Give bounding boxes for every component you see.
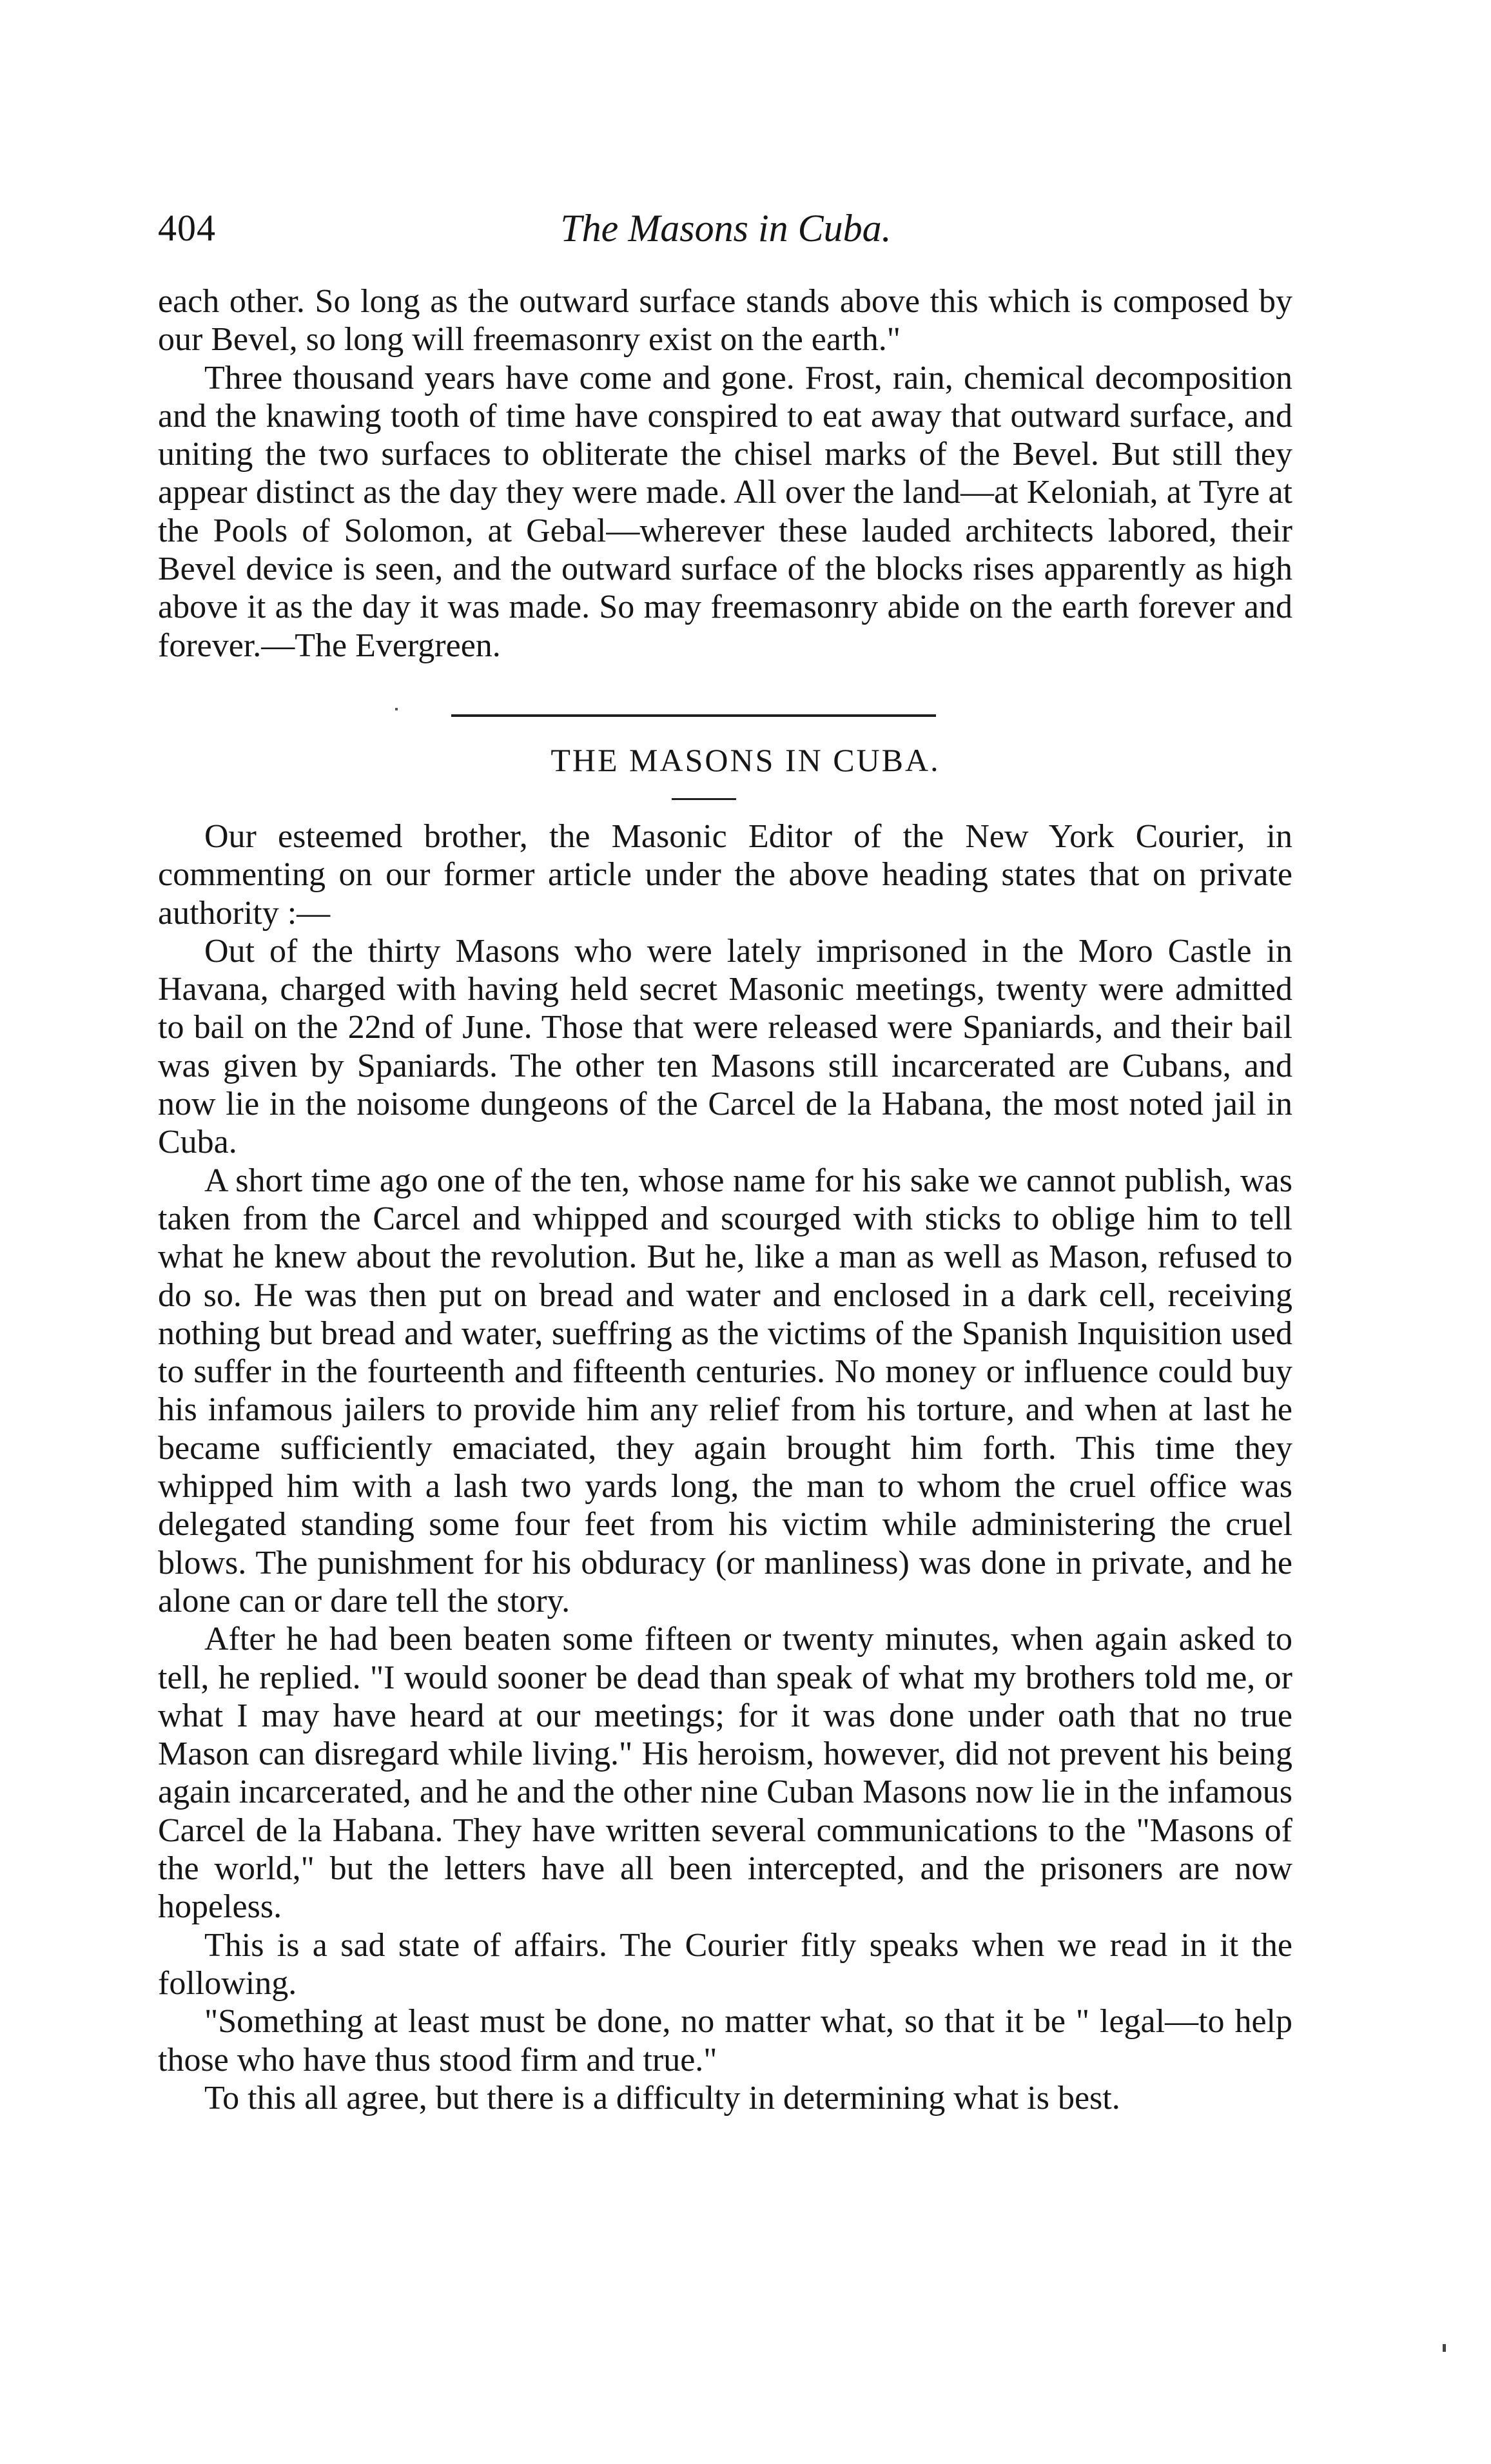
- article-paragraph: After he had been beaten some fifteen or twenty minutes, when again asked to tell, he replied. "I would sooner be dead than speak of what my brothers told me, or what I may have heard at our meetings; for it was done under oath that no true Mason can disregard while living." His heroism, however, did not prevent his being again incarcerated, and he and the other nine Cuban Masons now lie in the infamous Carcel de la Habana. They have written several communications to the "Masons of the world," but the letters have all been intercepted, and the prisoners are now hopeless.: [158, 1621, 1292, 1926]
- article-paragraph: Out of the thirty Masons who were lately imprisoned in the Moro Castle in Havana, charged with having held secret Masonic meetings, twenty were admitted to bail on the 22nd of June. Those that were released were Spaniards, and their bail was given by Spaniards. The other ten Masons still incarcerated are Cubans, and now lie in the noisome dungeons of the Carcel de la Habana, the most noted jail in Cuba.: [158, 932, 1292, 1161]
- page-number: 404: [158, 207, 216, 249]
- section-divider: [451, 714, 936, 717]
- running-title: The Masons in Cuba.: [560, 207, 892, 249]
- article-paragraph: Our esteemed brother, the Masonic Editor of the New York Courier, in commenting on our former article under the above heading states that on private authority :—: [158, 818, 1292, 932]
- article-paragraph: To this all agree, but there is a difficulty in determining what is best.: [204, 2079, 1120, 2117]
- continued-paragraph: each other. So long as the outward surface stands above this which is composed by our Bevel, so long will freemasonry exist on the earth.": [158, 283, 1292, 358]
- article-paragraph: A short time ago one of the ten, whose name for his sake we cannot publish, was taken from the Carcel and whipped and scourged with sticks to oblige him to tell what he knew about the revolution. But he, like a man as well as Mason, refused to do so. He was then put on bread and water and enclosed in a dark cell, receiving nothing but bread and water, sueffring as the victims of the Spanish Inquisition used to suffer in the fourteenth and fifteenth centuries. No money or influence could buy his infamous jailers to provide him any relief from his torture, and when at last he became sufficiently emaciated, they again brought him forth. This time they whipped him with a lash two yards long, the man to whom the cruel office was delegated standing some four feet from his victim while administering the cruel blows. The punishment for his obduracy (or manliness) was done in private, and he alone can or dare tell the story.: [158, 1162, 1292, 1619]
- article-body: [158, 817, 1292, 2117]
- title-underline: [672, 798, 736, 800]
- article-paragraph: This is a sad state of affairs. The Courier fitly speaks when we read in it the following.: [158, 1926, 1292, 2002]
- continued-text: [158, 282, 1292, 665]
- article-paragraph: "Something at least must be done, no matter what, so that it be " legal—to help those who have thus stood firm and true.": [158, 2003, 1292, 2078]
- article-title: THE MASONS IN CUBA.: [551, 742, 940, 778]
- page-header: [158, 206, 1294, 258]
- continued-paragraph: Three thousand years have come and gone. Frost, rain, chemical decomposition and the knawing tooth of time have conspired to eat away that outward surface, and uniting the two surfaces to obliterate the chisel marks of the Bevel. But still they appear distinct as the day they were made. All over the land—at Keloniah, at Tyre at the Pools of Solomon, at Gebal—wherever these lauded architects labored, their Bevel device is seen, and the outward surface of the blocks rises apparently as high above it as the day it was made. So may freemasonry abide on the earth forever and forever.—The Evergreen.: [158, 359, 1292, 664]
- paper-mark: [1443, 2344, 1446, 2352]
- stray-mark: [395, 708, 398, 710]
